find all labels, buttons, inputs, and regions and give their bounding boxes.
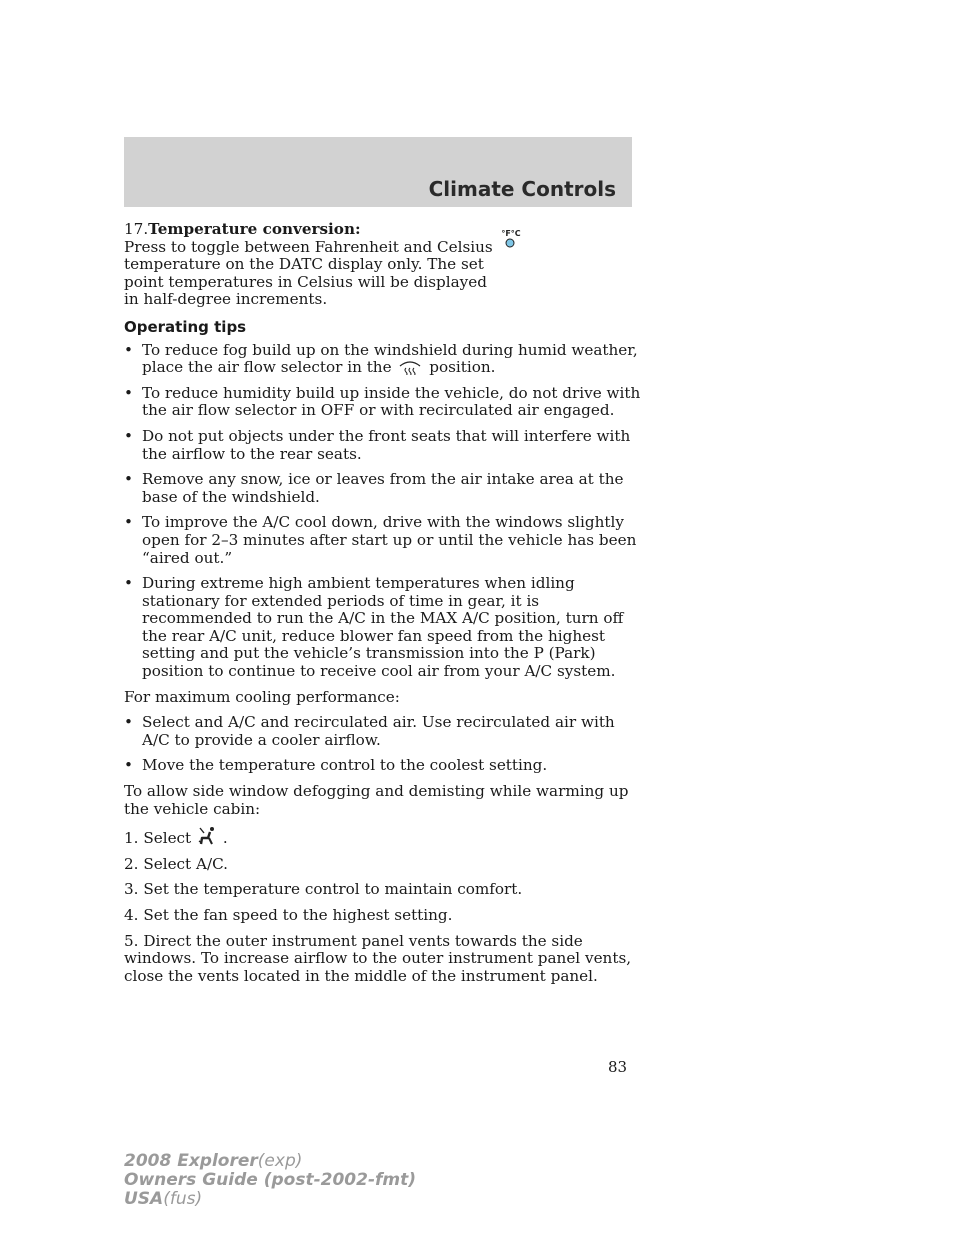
tip-text: Do not put objects under the front seats that will interfere with the airflow to the rear seats. bbox=[142, 426, 631, 463]
list-item bbox=[124, 471, 644, 506]
document-footer bbox=[124, 1152, 416, 1209]
footer-model-code: (exp) bbox=[257, 1151, 303, 1171]
footer-model: 2008 Explorer bbox=[124, 1151, 258, 1171]
page-number: 83 bbox=[608, 1058, 628, 1076]
tip-text: To improve the A/C cool down, drive with the windows slightly open for 2–3 minutes after start up or until the vehicle has been “aired out.” bbox=[142, 513, 637, 567]
bullet: • bbox=[124, 756, 133, 775]
tip-text: Remove any snow, ice or leaves from the air intake area at the base of the windshield. bbox=[142, 470, 624, 506]
operating-tips-list bbox=[124, 342, 644, 681]
page-content bbox=[124, 221, 644, 993]
bullet: • bbox=[124, 574, 133, 593]
list-item bbox=[124, 428, 644, 463]
list-item bbox=[124, 514, 644, 567]
max-cooling-text: Select and A/C and recirculated air. Use recirculated air with A/C to provide a cooler airflow. bbox=[142, 713, 615, 749]
footer-market: USA bbox=[124, 1189, 164, 1209]
bullet: • bbox=[124, 713, 133, 732]
operating-tips-heading: Operating tips bbox=[124, 317, 247, 336]
list-item bbox=[124, 714, 644, 749]
footer-line-2: Owners Guide (post-2002-fmt) bbox=[124, 1170, 417, 1190]
section-title: Climate Controls bbox=[428, 177, 616, 201]
temperature-conversion-paragraph bbox=[124, 221, 496, 309]
footer-market-code: (fus) bbox=[163, 1189, 203, 1209]
list-item bbox=[124, 385, 644, 420]
floor-defrost-airflow-icon bbox=[198, 826, 216, 846]
tip-text-pre: To reduce fog build up on the windshield during humid weather, place the air flow selector in the bbox=[142, 340, 638, 377]
bullet: • bbox=[124, 426, 133, 445]
section-header-band bbox=[124, 137, 632, 207]
list-item bbox=[124, 757, 644, 775]
side-window-intro: To allow side window defogging and demisting while warming up the vehicle cabin: bbox=[124, 782, 629, 818]
max-cooling-list bbox=[124, 714, 644, 775]
item-number: 17. bbox=[124, 220, 149, 238]
tip-text-post: position. bbox=[429, 358, 496, 377]
step-text-pre: 1. Select bbox=[124, 829, 192, 848]
footer-line-1 bbox=[124, 1152, 416, 1171]
step-text-post: . bbox=[222, 829, 228, 848]
step-4: 4. Set the fan speed to the highest setting. bbox=[124, 906, 453, 924]
tip-text: To reduce humidity build up inside the vehicle, do not drive with the air flow selector in OFF or with recirculated air engaged. bbox=[142, 383, 641, 420]
bullet: • bbox=[124, 513, 133, 532]
bullet: • bbox=[124, 470, 133, 489]
temperature-conversion-body: Press to toggle between Fahrenheit and Celsius temperature on the DATC display only. The set point temperatures in Celsius will be displayed in half-degree increments. bbox=[124, 237, 493, 309]
step-5: 5. Direct the outer instrument panel vents towards the side windows. To increase airflow to the outer instrument panel vents, close the vents located in the middle of the instrument panel. bbox=[124, 931, 632, 985]
temperature-conversion-block bbox=[124, 221, 644, 309]
step-3: 3. Set the temperature control to maintain comfort. bbox=[124, 880, 523, 899]
step-2: 2. Select A/C. bbox=[124, 854, 228, 873]
defrost-icon bbox=[398, 359, 422, 375]
fahrenheit-celsius-icon-label: °F°C bbox=[501, 229, 521, 238]
step-1 bbox=[124, 826, 644, 848]
bullet: • bbox=[124, 340, 133, 359]
bullet: • bbox=[124, 383, 133, 402]
tip-text: During extreme high ambient temperatures when idling stationary for extended periods of time in gear, it is recommended to run the A/C in the MAX A/C position, turn off the rear A/C unit, reduce blower fan speed from the highest setting and put the vehicle’s transmission into the P (Park) position to continue to receive cool air from your A/C system. bbox=[142, 574, 624, 681]
max-cooling-text: Move the temperature control to the coolest setting. bbox=[142, 756, 548, 775]
list-item bbox=[124, 575, 644, 681]
max-cooling-intro: For maximum cooling performance: bbox=[124, 687, 400, 706]
fahrenheit-celsius-button-icon bbox=[500, 227, 522, 249]
footer-line-3 bbox=[124, 1190, 416, 1209]
list-item bbox=[124, 342, 644, 377]
temperature-conversion-heading: Temperature conversion: bbox=[148, 220, 361, 238]
